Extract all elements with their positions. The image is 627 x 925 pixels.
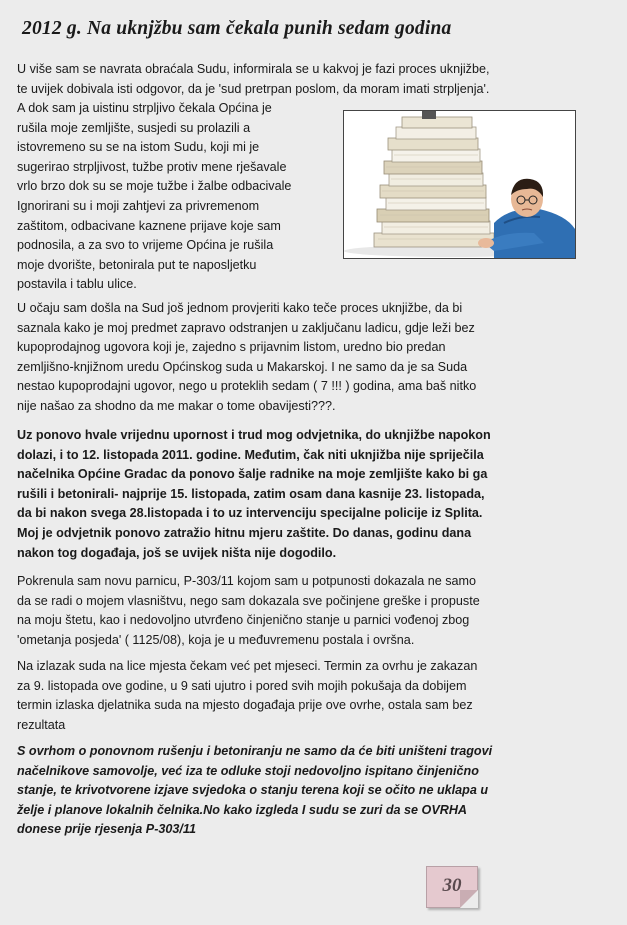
text-line: rušila moje zemljište, susjedi su prolazili a	[17, 120, 251, 135]
text-line: na moju štetu, kao i nedovoljno utvrđeno činjenično stanje u parnici vođenoj zbog	[17, 613, 470, 628]
text-line: da se radi o mojem vlasništvu, nego sam dokazala sve počinjene greške i propuste	[17, 593, 480, 608]
text-line: kupoprodajnog ugovora koji je, zajedno s prijavnim listom, uredno bio predan	[17, 340, 446, 355]
text-line: vrlo brzo dok su se moje tužbe i žalbe odbacivale	[17, 179, 292, 194]
paragraph-6-bold-italic	[17, 742, 583, 840]
text-line: podnosila, a za svo to vrijeme Općina je rušila	[17, 238, 274, 253]
text-line: Uz ponovo hvale vrijednu upornost i trud mog odvjetnika, do uknjižbe napokon	[17, 428, 491, 442]
text-line: načelnikove samovolje, već iza te odluke stoji nedovoljno ispitano činjenično	[17, 763, 479, 778]
paragraph-3-bold	[17, 426, 583, 563]
text-line: S ovrhom o ponovnom rušenju i betoniranju ne samo da će biti uništeni tragovi	[17, 744, 493, 758]
page-number-badge	[426, 866, 478, 908]
text-line: dolazi, i to 12. listopada 2011. godine. Međutim, čak niti uknjižba nije spriječila	[17, 447, 484, 462]
paragraph-1-intro	[17, 60, 583, 99]
text-line: donese prije rjesenja P-303/11	[17, 822, 196, 837]
text-line: moje dvorište, betonirala put te naposljetku	[17, 257, 257, 272]
paperwork-stack-photo	[343, 110, 576, 259]
text-line: načelnika Općine Gradac da ponovo šalje radnike na moje zemljište kako bi ga	[17, 467, 488, 482]
text-line: nakon tog događaja, još se uvijek ništa nije dogodilo.	[17, 545, 337, 560]
text-line: Pokrenula sam novu parnicu, P-303/11 kojom sam u potpunosti dokazala ne samo	[17, 574, 477, 588]
text-line: U očaju sam došla na Sud još jednom provjeriti kako teče proces uknjižbe, da bi	[17, 301, 463, 315]
paragraph-4	[17, 572, 583, 650]
text-line: za 9. listopada ove godine, u 9 sati ujutro i pored svih mojih pokušaja da dobijem	[17, 678, 467, 693]
text-line: stanje, te krivotvorene izjave svjedoka o stanju terena koji se očito ne uklapa u	[17, 783, 489, 798]
text-line: Moj je odvjetnik ponovo zatražio hitnu mjeru zaštite. Do danas, godinu dana	[17, 525, 472, 540]
text-line: te uvijek dobivala isti odgovor, da je 'sud pretrpan poslom, da moram imati strpljenja'.	[17, 81, 490, 96]
text-line: nestao kupoprodajni ugovor, nego u proteklih sedam ( 7 !!! ) godina, ama baš nitko	[17, 379, 477, 394]
text-line: sugerirao strpljivost, tužbe protiv mene rješavale	[17, 159, 287, 174]
text-line: da bi nakon svega 28.listopada i to uz intervenciju specijalne policije iz Splita.	[17, 506, 483, 521]
text-line: istovremeno su se na istom Sudu, koji mi je	[17, 140, 260, 155]
text-line: postavila i tablu ulice.	[17, 277, 137, 292]
text-line: nije našao za shodno da me makar o tome obavijesti???.	[17, 398, 336, 413]
page-title: 2012 g. Na uknjžbu sam čekala punih sedam godina	[22, 18, 452, 39]
text-line: Ignorirani su i moji zahtjevi za privremenom	[17, 198, 260, 213]
text-line: rušili i betonirali- najprije 15. listopada, zatim osam dana kasnije 23. listopada,	[17, 486, 485, 501]
paragraph-2	[17, 299, 583, 417]
paragraph-5	[17, 657, 583, 735]
text-line: želje i planove lokalnih čelnika.No kako izgleda I sudu se zuri da se OVRHA	[17, 802, 468, 817]
text-line: 'ometanja posjeda' ( 1125/08), koja je u međuvremenu postala i ovršna.	[17, 632, 415, 647]
text-line: saznala kako je moj predmet zapravo odstranjen u zaključanu ladicu, gdje leži bez	[17, 320, 475, 335]
text-line: U više sam se navrata obraćala Sudu, informirala se u kakvoj je fazi proces uknjižbe,	[17, 62, 490, 76]
text-line: A dok sam ja uistinu strpljivo čekala Općina je	[17, 101, 272, 115]
text-line: zaštitom, odbacivane kaznene prijave koje sam	[17, 218, 281, 233]
text-line: rezultata	[17, 717, 66, 732]
text-line: Na izlazak suda na lice mjesta čekam već pet mjeseci. Termin za ovrhu je zakazan	[17, 659, 478, 673]
text-line: zemljišno-knjižnom uredu Općinskog suda u Makarskoj. I ne samo da je sa Suda	[17, 359, 468, 374]
text-line: termin izlaska djelatnika suda na mjesto događaja prije ove ovrhe, ostala sam bez	[17, 698, 473, 713]
page-number: 30	[442, 875, 462, 896]
paragraph-1-wrapped	[17, 99, 337, 295]
folded-corner-icon	[460, 890, 478, 908]
